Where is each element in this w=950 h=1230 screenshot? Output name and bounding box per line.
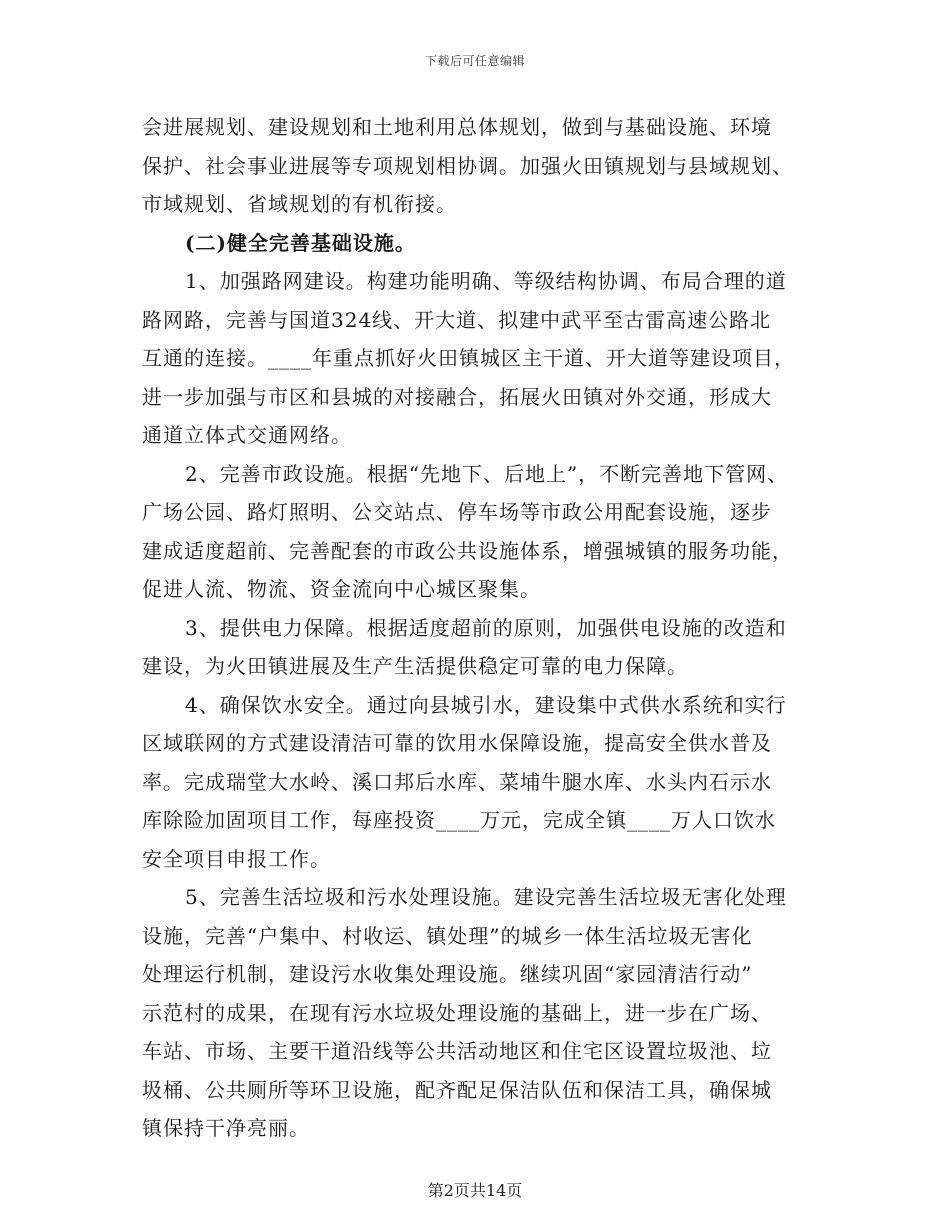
text-line: 库除险加固项目工作，每座投资____万元，完成全镇____万人口饮水 xyxy=(142,808,776,832)
text-line: 建设，为火田镇进展及生产生活提供稳定可靠的电力保障。 xyxy=(142,654,688,678)
text-line: 促进人流、物流、资金流向中心城区聚集。 xyxy=(142,577,541,601)
text-line: 率。完成瑞堂大水岭、溪口邦后水库、菜埔牛腿水库、水头内石示水 xyxy=(142,769,772,794)
text-line: 处理运行机制，建设污水收集处理设施。继续巩固“家园清洁行动” xyxy=(142,962,753,986)
text-line: 进一步加强与市区和县城的对接融合，拓展火田镇对外交通，形成大 xyxy=(142,384,772,409)
text-line: 圾桶、公共厕所等环卫设施，配齐配足保洁队伍和保洁工具，确保城 xyxy=(142,1077,772,1102)
text-line: 安全项目申报工作。 xyxy=(142,846,331,871)
text-line: 2、完善市政设施。根据“先地下、后地上”，不断完善地下管网、 xyxy=(185,461,789,486)
document-body xyxy=(142,108,842,1148)
text-line: 建成适度超前、完善配套的市政公共设施体系，增强城镇的服务功能， xyxy=(142,538,793,563)
text-line: 广场公园、路灯照明、公交站点、停车场等市政公用配套设施，逐步 xyxy=(142,500,772,524)
text-line: 5、完善生活垃圾和污水处理设施。建设完善生活垃圾无害化处理 xyxy=(185,885,787,909)
section-heading: (二)健全完善基础设施。 xyxy=(185,230,416,255)
page-footer: 第2页共14页 xyxy=(427,1181,523,1200)
text-line: 4、确保饮水安全。通过向县城引水，建设集中式供水系统和实行 xyxy=(185,692,787,717)
text-line: 3、提供电力保障。根据适度超前的原则，加强供电设施的改造和 xyxy=(185,615,787,640)
text-line: 保护、社会事业进展等专项规划相协调。加强火田镇规划与县域规划、 xyxy=(142,153,793,178)
text-line: 会进展规划、建设规划和土地利用总体规划，做到与基础设施、环境 xyxy=(142,115,772,139)
text-line: 车站、市场、主要干道沿线等公共活动地区和住宅区设置垃圾池、垃 xyxy=(142,1039,772,1063)
text-line: 1、加强路网建设。构建功能明确、等级结构协调、布局合理的道 xyxy=(185,269,787,293)
text-line: 路网路，完善与国道324线、开大道、拟建中武平至古雷高速公路北 xyxy=(142,307,772,332)
text-line: 示范村的成果，在现有污水垃圾处理设施的基础上，进一步在广场、 xyxy=(142,1000,772,1025)
text-line: 市域规划、省域规划的有机衔接。 xyxy=(142,192,457,216)
text-line: 设施，完善“户集中、村收运、镇处理”的城乡一体生活垃圾无害化 xyxy=(142,923,753,948)
text-line: 区域联网的方式建设清洁可靠的饮用水保障设施，提高安全供水普及 xyxy=(142,731,772,755)
text-line: 镇保持干净亮丽。 xyxy=(142,1116,310,1140)
text-line: 通道立体式交通网络。 xyxy=(142,423,352,447)
text-line: 互通的连接。____年重点抓好火田镇城区主干道、开大道等建设项目， xyxy=(142,346,795,370)
page-header: 下载后可任意编辑 xyxy=(424,54,525,68)
